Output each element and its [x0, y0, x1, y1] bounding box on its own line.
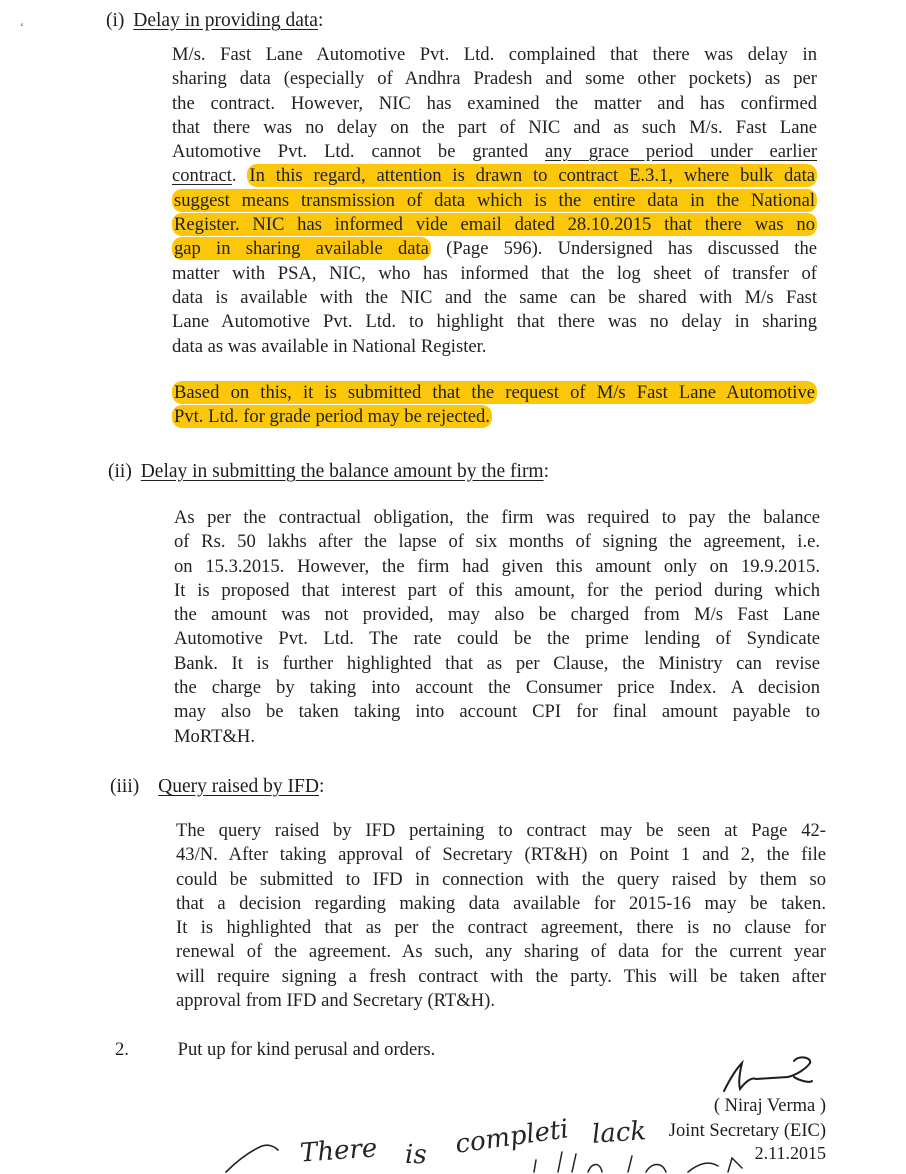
text-line: the contract. However, NIC has examined the matter and has confirmed	[172, 92, 817, 114]
section-ii-colon: :	[543, 461, 550, 482]
text-line: It is proposed that interest part of this amount, for the period during which	[174, 579, 820, 601]
text-fragment: (Page 596). Undersigned has discussed the	[430, 238, 817, 260]
handwritten-stroke	[528, 1148, 758, 1174]
section-i-paragraph-1	[172, 43, 817, 359]
section-i-paragraph-2	[172, 381, 817, 430]
text-line	[172, 189, 817, 213]
point-2-text: Put up for kind perusal and orders.	[177, 1039, 436, 1060]
text-line: Lane Automotive Pvt. Ltd. to highlight that there was no delay in sharing	[172, 311, 817, 333]
section-i-number: (i)	[106, 10, 125, 31]
text-line	[172, 405, 817, 429]
section-ii-title: Delay in submitting the balance amount by the firm	[140, 461, 544, 482]
text-line: that a decision regarding making data available for 2015-16 may be taken.	[176, 892, 826, 914]
text-line: may also be taken taking into account CPI for final amount payable to	[174, 701, 820, 723]
signatory-designation: Joint Secretary (EIC)	[668, 1121, 826, 1141]
section-iii-heading	[110, 775, 324, 799]
highlighted-text: Register. NIC has informed vide email dated 28.10.2015 that there was no	[174, 214, 815, 236]
text-line: that there was no delay on the part of NIC and as such M/s. Fast Lane	[172, 116, 817, 138]
highlighted-text: Based on this, it is submitted that the request of M/s Fast Lane Automotive	[174, 382, 815, 403]
text-line: the charge by taking into account the Consumer price Index. A decision	[174, 677, 820, 699]
underlined-word: contract	[172, 165, 232, 187]
section-i-heading	[106, 9, 323, 33]
text-line: renewal of the agreement. As such, any sharing of data for the current year	[176, 941, 826, 963]
text-line: on 15.3.2015. However, the firm had given this amount only on 19.9.2015.	[174, 555, 820, 577]
signatory-name: ( Niraj Verma )	[713, 1096, 826, 1116]
handwritten-note-word: There	[299, 1133, 379, 1169]
text-line: sharing data (especially of Andhra Pradesh and some other pockets) as per	[172, 68, 817, 90]
handwritten-note-word: is	[405, 1140, 427, 1170]
highlighted-text: Pvt. Ltd. for grade period may be rejected.	[174, 406, 490, 428]
section-ii-heading	[108, 460, 549, 484]
handwritten-stroke	[222, 1140, 282, 1174]
text-line: could be submitted to IFD in connection with the query raised by them so	[176, 868, 826, 890]
text-line: matter with PSA, NIC, who has informed that the log sheet of transfer of	[172, 262, 817, 284]
underlined-phrase: any grace period under earlier	[545, 141, 818, 163]
text-line: 43/N. After taking approval of Secretary (RT&H) on Point 1 and 2, the file	[176, 844, 826, 866]
text-line	[172, 140, 817, 164]
text-line: data is available with the NIC and the same can be shared with M/s Fast	[172, 286, 817, 308]
highlighted-text: In this regard, attention is drawn to contract E.3.1, where bulk data	[249, 165, 815, 187]
section-iii-number: (iii)	[110, 776, 140, 797]
signature-date: 2.11.2015	[754, 1143, 826, 1163]
section-i-title: Delay in providing data	[133, 10, 318, 31]
text-line: Automotive Pvt. Ltd. The rate could be the prime lending of Syndicate	[174, 628, 820, 650]
signature-block	[714, 1094, 826, 1118]
text-line: MoRT&H.	[174, 725, 256, 747]
text-line: the amount was not provided, may also be charged from M/s Fast Lane	[174, 604, 820, 626]
section-iii-paragraph	[176, 819, 826, 1013]
point-2-number: 2.	[115, 1039, 129, 1060]
text-line	[172, 381, 817, 405]
text-line: approval from IFD and Secretary (RT&H).	[176, 990, 496, 1012]
section-iii-colon: :	[318, 776, 325, 797]
section-iii-title: Query raised by IFD	[158, 776, 319, 797]
point-2	[115, 1038, 435, 1062]
text-line: It is highlighted that as per the contract agreement, there is no clause for	[176, 917, 826, 939]
handwritten-note-word: completi	[453, 1114, 571, 1160]
text-line	[172, 213, 817, 237]
handwritten-note-word: lack	[591, 1116, 648, 1150]
section-ii-number: (ii)	[108, 461, 132, 482]
text-line: of Rs. 50 lakhs after the lapse of six months of signing the agreement, i.e.	[174, 531, 820, 553]
text-fragment: Automotive Pvt. Ltd. cannot be granted	[172, 141, 529, 163]
text-line: data as was available in National Register.	[172, 335, 487, 357]
signature-scribble	[716, 1055, 816, 1095]
text-line: will require signing a fresh contract with the party. This will be taken after	[176, 965, 826, 987]
period: .	[231, 165, 237, 187]
text-line	[172, 164, 817, 188]
text-line: As per the contractual obligation, the firm was required to pay the balance	[174, 507, 820, 528]
section-i-colon: :	[317, 10, 324, 31]
text-line	[172, 237, 817, 261]
highlighted-text: suggest means transmission of data which is the entire data in the National	[174, 189, 815, 211]
highlighted-text: gap in sharing available data	[174, 238, 429, 260]
text-line: The query raised by IFD pertaining to contract may be seen at Page 42-	[176, 820, 826, 841]
text-line: M/s. Fast Lane Automotive Pvt. Ltd. complained that there was delay in	[172, 44, 817, 65]
section-ii-paragraph	[174, 506, 820, 749]
text-line: Bank. It is further highlighted that as per Clause, the Ministry can revise	[174, 652, 820, 674]
margin-mark: ‘	[20, 20, 24, 34]
